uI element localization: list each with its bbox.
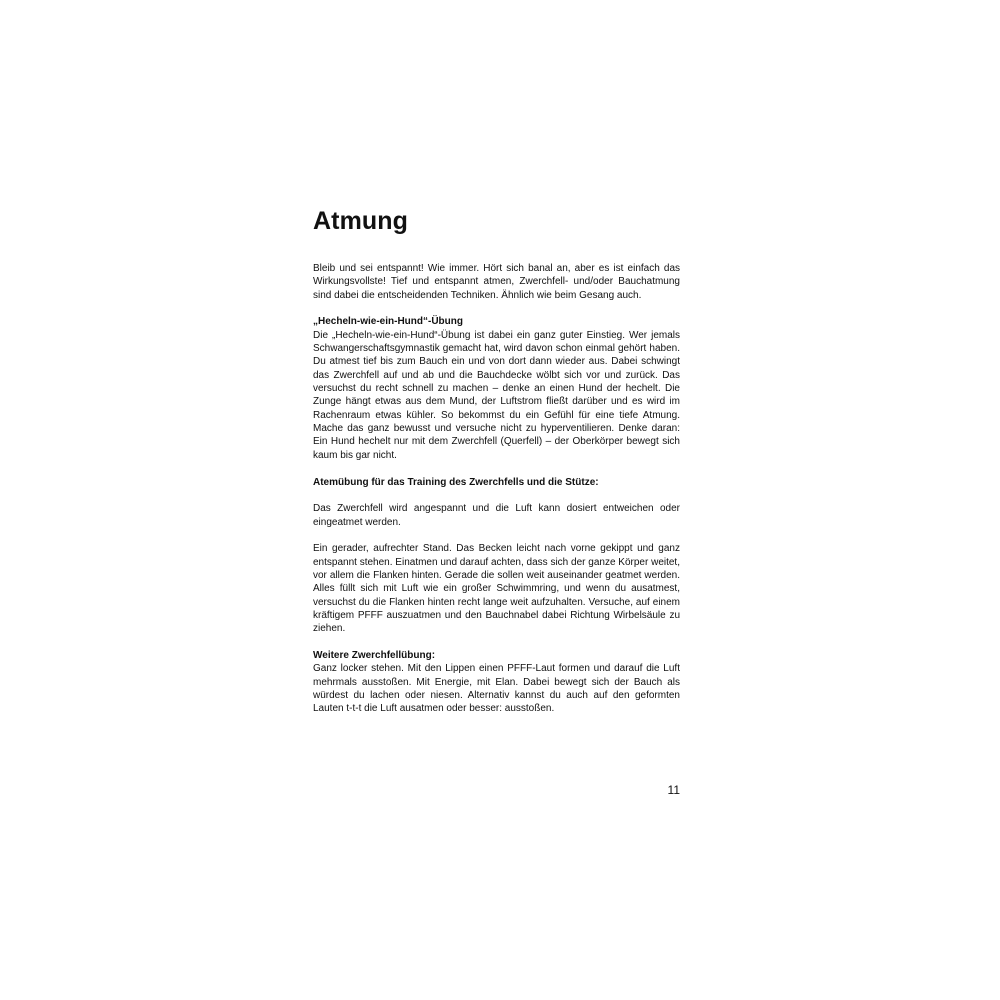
page-title: Atmung: [313, 207, 409, 235]
paragraph-spacer: [313, 302, 680, 315]
paragraph-spacer: [313, 462, 680, 475]
section-heading-zwerchfelluebung: Weitere Zwerchfellübung:: [313, 649, 436, 661]
intro-paragraph: Bleib und sei entspannt! Wie immer. Hört sich banal an, aber es ist einfach das Wirkungsvollste! Tief und entspannt atmen, Zwerchfell- und/oder Bauchatmung sind dabei die entscheidenden Techniken. Ähnlich wie beim Gesang auch.: [313, 263, 680, 301]
section-heading-atemuebung: Atemübung für das Training des Zwerchfells und die Stütze:: [313, 476, 599, 488]
section-heading-hecheln: „Hecheln-wie-ein-Hund“-Übung: [313, 316, 463, 328]
page-number: 11: [667, 783, 680, 797]
section-text-zwerchfelluebung: Ganz locker stehen. Mit den Lippen einen PFFF-Laut formen und darauf die Luft mehrmals ausstoßen. Mit Energie, mit Elan. Dabei bewegt sich der Bauch als würdest du lachen oder niesen. Alternativ kannst du auch auf den geformten Lauten t-t-t die Luft ausatmen oder besser: ausstoßen.: [313, 663, 680, 715]
body-text: [313, 262, 680, 716]
paragraph-spacer: [313, 529, 680, 542]
section-text-atemuebung-1: Das Zwerchfell wird angespannt und die Luft kann dosiert entweichen oder eingeatmet werden.: [313, 503, 680, 528]
paragraph-spacer: [313, 489, 680, 502]
section-text-hecheln: Die „Hecheln-wie-ein-Hund“-Übung ist dabei ein ganz guter Einstieg. Wer jemals Schwangerschaftsgymnastik gemacht hat, wird davon schon einmal gehört haben. Du atmest tief bis zum Bauch ein und von dort dann wieder aus. Dabei schwingt das Zwerchfell auf und ab und die Bauchdecke wölbt sich vor und zurück. Das versuchst du recht schnell zu machen – denke an einen Hund der hechelt. Die Zunge hängt etwas aus dem Mund, der Luftstrom fließt darüber und es wird im Rachenraum etwas kühler. So bekommst du ein Gefühl für eine tiefe Atmung. Mache das ganz bewusst und versuche nicht zu hyperventilieren. Denke daran: Ein Hund hechelt nur mit dem Zwerchfell (Querfell) – der Oberkörper bewegt sich kaum bis gar nicht.: [313, 329, 680, 461]
paragraph-spacer: [313, 636, 680, 649]
section-text-atemuebung-2: Ein gerader, aufrechter Stand. Das Becken leicht nach vorne gekippt und ganz entspannt stehen. Einatmen und darauf achten, dass sich der ganze Körper weitet, vor allem die Flanken hinten. Gerade die sollen weit auseinander geatmet werden. Alles füllt sich mit Luft wie ein großer Schwimmring, und wenn du ausatmest, versuchst du die Flanken hinten recht lange weit aufzuhalten. Versuche, auf einem kräftigem PFFF auszuatmen und den Bauchnabel dabei Richtung Wirbelsäule zu ziehen.: [313, 543, 680, 635]
